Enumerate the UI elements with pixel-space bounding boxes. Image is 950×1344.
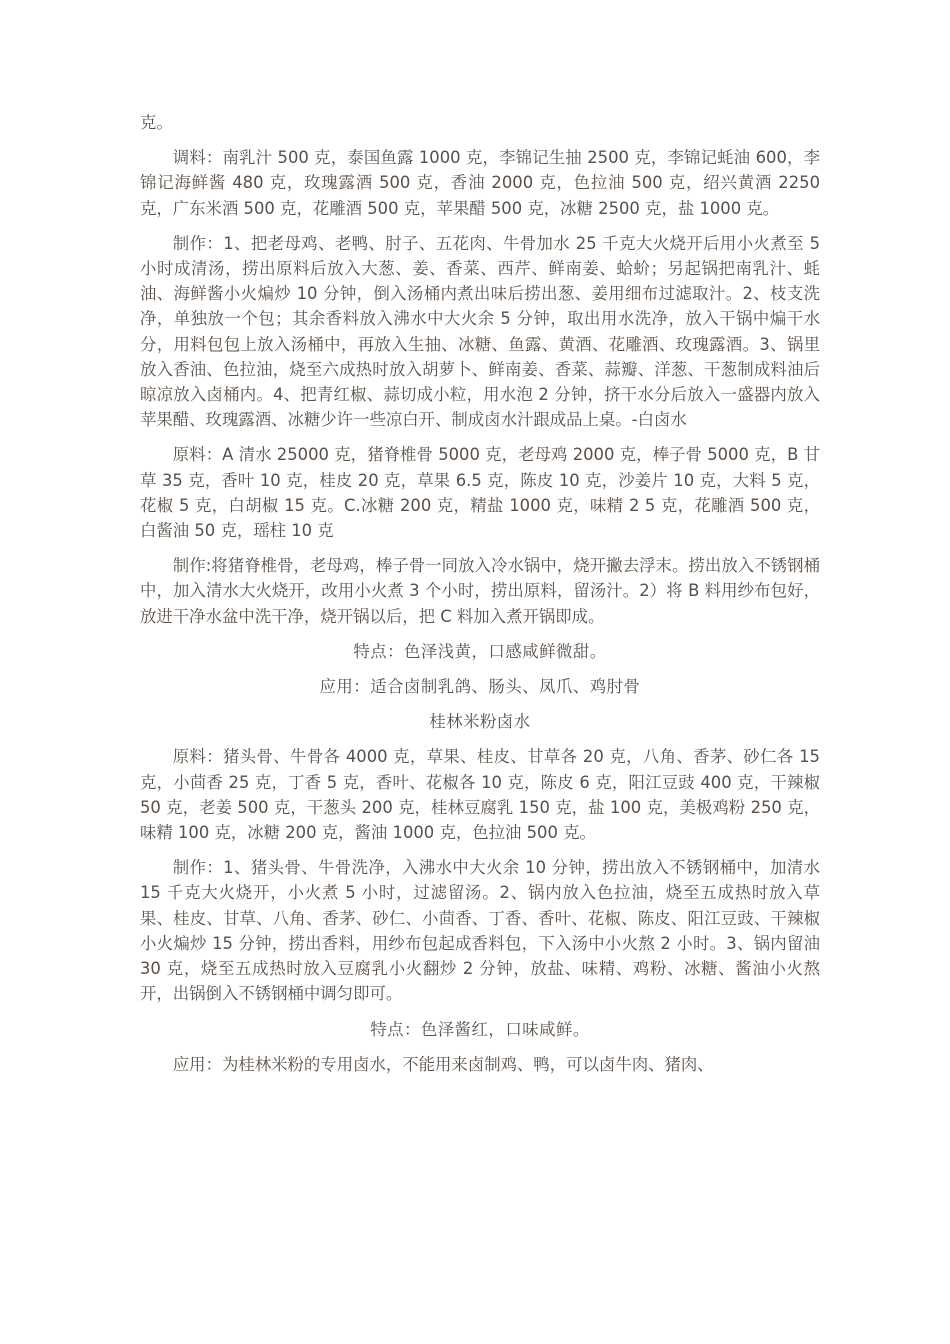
- paragraph-white-brine-method: 制作:将猪脊椎骨，老母鸡，棒子骨一同放入冷水锅中，烧开撇去浮末。捞出放入不锈钢桶中，加入清水大火烧开，改用小火煮 3 个小时，捞出原料，留汤汁。2）将 B 料用纱布包好，放进干净水盆中洗干净，烧开锅以后，把 C 料加入煮开锅即成。: [140, 556, 820, 626]
- paragraph-guilin-method: 制作：1、猪头骨、牛骨洗净，入沸水中大火余 10 分钟，捞出放入不锈钢桶中，加清水 15 千克大火烧开，小火煮 5 小时，过滤留汤。2、锅内放入色拉油，烧至五成热时放入草果、桂皮、甘草、八角、香茅、砂仁、小茴香、丁香、香叶、花椒、陈皮、阳江豆豉、干辣椒小火煸炒 15 分钟，捞出香料，用纱布包起成香料包，下入汤中小火熬 2 小时。3、锅内留油 30 克，烧至五成热时放入豆腐乳小火翻炒 2 分钟，放盐、味精、鸡粉、冰糖、酱油小火熬开，出锅倒入不锈钢桶中调匀即可。: [140, 858, 820, 1004]
- feature-line-white-brine: 特点：色泽浅黄，口感咸鲜微甜。: [353, 641, 607, 661]
- paragraph-seasonings: 调料：南乳汁 500 克，泰国鱼露 1000 克，李锦记生抽 2500 克，李锦记蚝油 600，李锦记海鲜酱 480 克，玫瑰露酒 500 克，香油 2000 克，色拉油 500 克，绍兴黄酒 2250 克，广东米酒 500 克，花雕酒 500 克，苹果醋 500 克，冰糖 2500 克，盐 1000 克。: [140, 148, 820, 218]
- paragraph-guilin-ingredients: 原料：猪头骨、牛骨各 4000 克，草果、桂皮、甘草各 20 克，八角、香茅、砂仁各 15 克，小茴香 25 克，丁香 5 克，香叶、花椒各 10 克，陈皮 6 克，阳江豆豉 400 克，干辣椒 50 克，老姜 500 克，干葱头 200 克，桂林豆腐乳 150 克，盐 100 克，美极鸡粉 250 克，味精 100 克，冰糖 200 克，酱油 1000 克，色拉油 500 克。: [140, 747, 820, 843]
- paragraph-guilin-application: 应用：为桂林米粉的专用卤水，不能用来卤制鸡、鸭，可以卤牛肉、猪肉、: [172, 1054, 714, 1074]
- paragraph-white-brine-ingredients: 原料：A 清水 25000 克，猪脊椎骨 5000 克，老母鸡 2000 克，棒子骨 5000 克，B 甘草 35 克，香叶 10 克，桂皮 20 克，草果 6.5 克，陈皮 10 克，沙姜片 10 克，大料 5 克，花椒 5 克，白胡椒 15 克。C.冰糖 200 克，精盐 1000 克，味精 2 5 克，花雕酒 500 克，白酱油 50 克，瑶柱 10 克: [140, 445, 820, 541]
- paragraph-continuation: 克。: [140, 113, 173, 132]
- feature-line-guilin: 特点：色泽酱红，口味咸鲜。: [370, 1019, 590, 1039]
- application-line-white-brine: 应用：适合卤制乳鸽、肠头、凤爪、鸡肘骨: [319, 677, 641, 697]
- paragraph-preparation: 制作：1、把老母鸡、老鸭、肘子、五花肉、牛骨加水 25 千克大火烧开后用小火煮至 5 小时成清汤，捞出原料后放入大葱、姜、香菜、西芹、鲜南姜、蛤蚧；另起锅把南乳汁、蚝油、海鲜酱小火煸炒 10 分钟，倒入汤桶内煮出味后捞出葱、姜用细布过滤取汁。2、枝支洗净，单独放一个包；其余香料放入沸水中大火余 5 分钟，取出用水洗净，放入干锅中煸干水分，用料包包上放入汤桶中，再放入生抽、冰糖、鱼露、黄酒、花雕酒、玫瑰露酒。3、锅里放入香油、色拉油，烧至六成热时放入胡萝卜、鲜南姜、香菜、蒜瓣、洋葱、干葱制成料油后晾凉放入卤桶内。4、把青红椒、蒜切成小粒，用水泡 2 分钟，挤干水分后放入一盛器内放入苹果醋、玫瑰露酒、冰糖少许一些凉白开、制成卤水汁跟成品上桌。-白卤水: [140, 233, 820, 430]
- document-body: [140, 110, 820, 1087]
- section-heading-guilin-brine: 桂林米粉卤水: [429, 712, 531, 732]
